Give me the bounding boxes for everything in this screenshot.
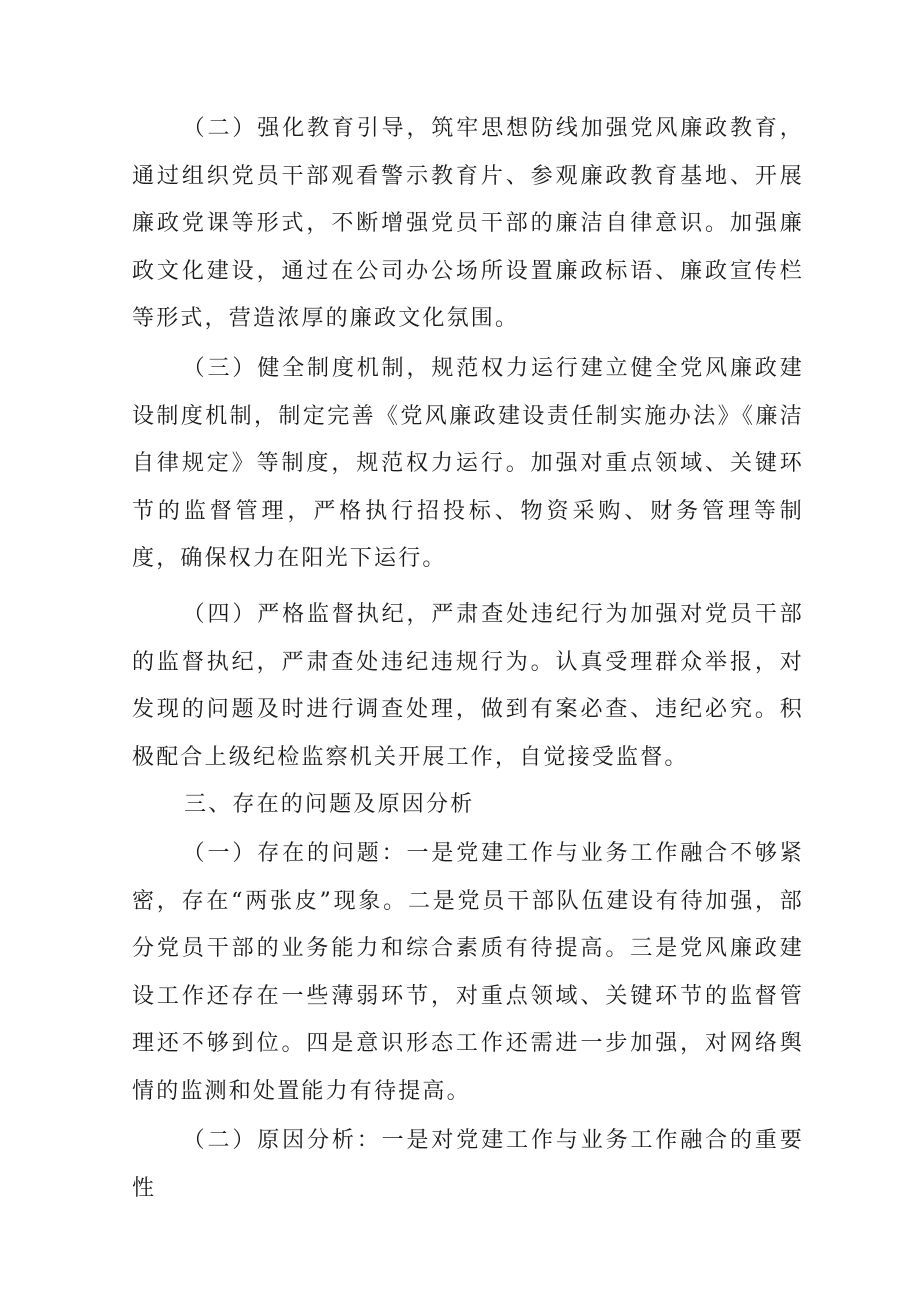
paragraph-education-guidance: （二）强化教育引导，筑牢思想防线加强党风廉政教育，通过组织党员干部观看警示教育片、参观廉政教育基地、开展廉政党课等形式，不断增强党员干部的廉洁自律意识。加强廉政文化建设，通过在公司办公场所设置廉政标语、廉政宣传栏等形式，营造浓厚的廉政文化氛围。 [132, 116, 804, 332]
paragraph-system-mechanism: （三）健全制度机制，规范权力运行建立健全党风廉政建设制度机制，制定完善《党风廉政建设责任制实施办法》《廉洁自律规定》等制度，规范权力运行。加强对重点领域、关键环节的监督管理，严格执行招投标、物资采购、财务管理等制度，确保权力在阳光下运行。 [132, 356, 804, 572]
paragraph-existing-problems: （一）存在的问题：一是党建工作与业务工作融合不够紧密，存在“两张皮”现象。二是党员干部队伍建设有待加强，部分党员干部的业务能力和综合素质有待提高。三是党风廉政建设工作还存在一些薄弱环节，对重点领域、关键环节的监督管理还不够到位。四是意识形态工作还需进一步加强，对网络舆情的监测和处置能力有待提高。 [132, 841, 804, 1104]
section-heading-problems-causes: 三、存在的问题及原因分析 [184, 792, 475, 817]
paragraph-cause-analysis: （二）原因分析：一是对党建工作与业务工作融合的重要性 [132, 1128, 804, 1201]
paragraph-supervision-discipline: （四）严格监督执纪，严肃查处违纪行为加强对党员干部的监督执纪，严肃查处违纪违规行为。认真受理群众举报，对发现的问题及时进行调查处理，做到有案必查、违纪必究。积极配合上级纪检监察机关开展工作，自觉接受监督。 [132, 602, 804, 770]
